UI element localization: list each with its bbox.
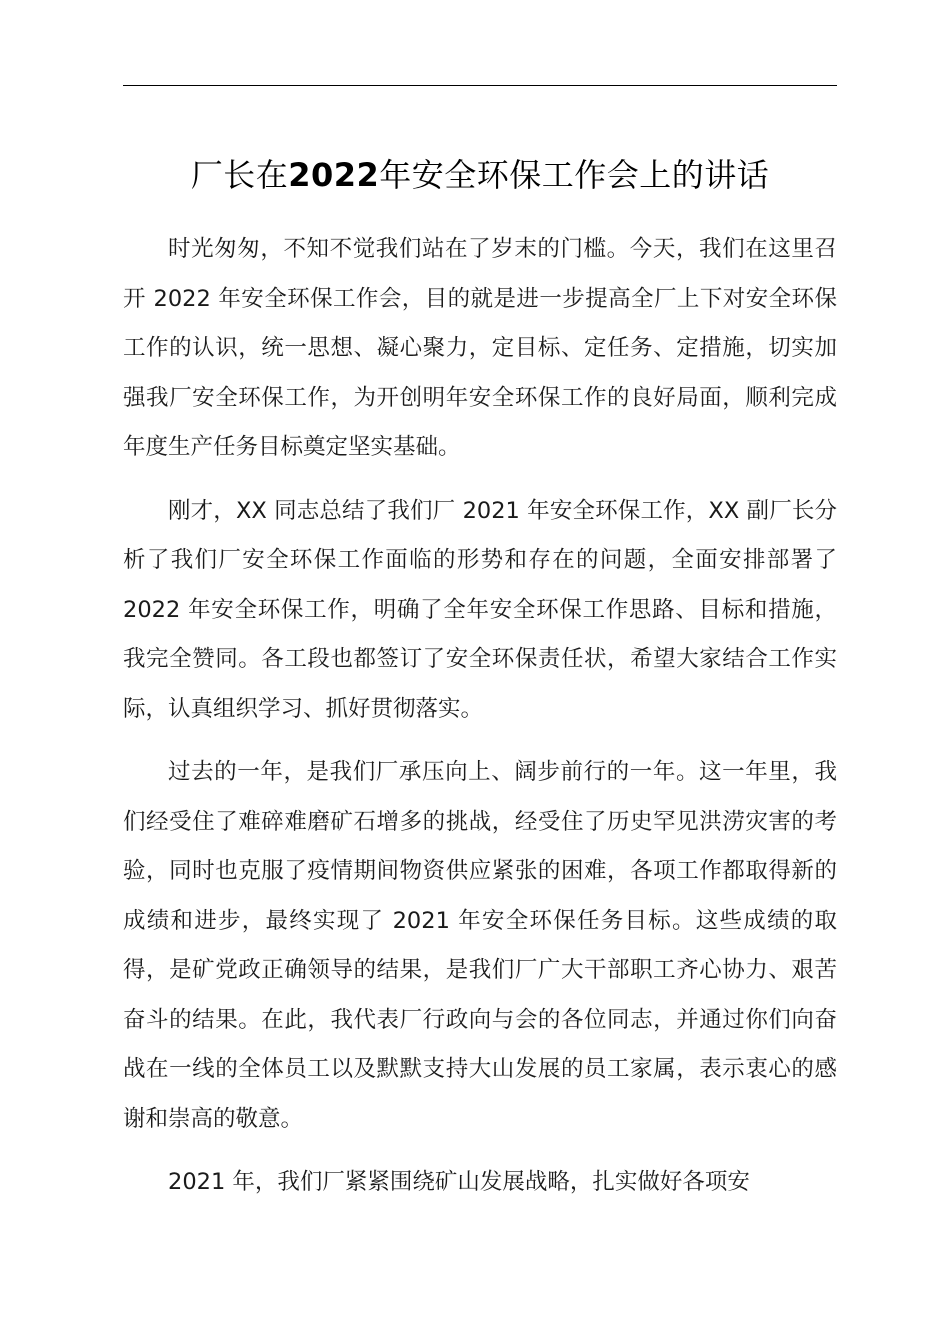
paragraph-review: 刚才，XX 同志总结了我们厂 2021 年安全环保工作，XX 副厂长分析了我们厂安全环保工作面临的形势和存在的问题，全面安排部署了 2022 年安全环保工作，明确了全年安全环保工作思路、目标和措施，我完全赞同。各工段也都签订了安全环保责任状，希望大家结合工作实际，认真组织学习、抓好贯彻落实。 [123, 497, 837, 722]
header-rule [123, 85, 837, 86]
document-body [123, 225, 837, 1222]
title-year: 2022 [288, 156, 380, 194]
paragraph-past-year: 过去的一年，是我们厂承压向上、阔步前行的一年。这一年里，我们经受住了难碎难磨矿石增多的挑战，经受住了历史罕见洪涝灾害的考验，同时也克服了疫情期间物资供应紧张的困难，各项工作都取得新的成绩和进步，最终实现了 2021 年安全环保任务目标。这些成绩的取得，是矿党政正确领导的结果，是我们厂广大干部职工齐心协力、艰苦奋斗的结果。在此，我代表厂行政向与会的各位同志，并通过你们向奋战在一线的全体员工以及默默支持大山发展的员工家属，表示衷心的感谢和崇高的敬意。 [123, 759, 837, 1132]
document-title [123, 148, 837, 202]
title-suffix: 年安全环保工作会上的讲话 [379, 156, 770, 194]
title-prefix: 厂长在 [190, 156, 289, 194]
paragraph-opening: 时光匆匆，不知不觉我们站在了岁末的门槛。今天，我们在这里召开 2022 年安全环保工作会，目的就是进一步提高全厂上下对安全环保工作的认识，统一思想、凝心聚力，定目标、定任务、定措施，切实加强我厂安全环保工作，为开创明年安全环保工作的良好局面，顺利完成年度生产任务目标奠定坚实基础。 [123, 236, 837, 460]
paragraph-2021: 2021 年，我们厂紧紧围绕矿山发展战略，扎实做好各项安 [168, 1169, 750, 1195]
